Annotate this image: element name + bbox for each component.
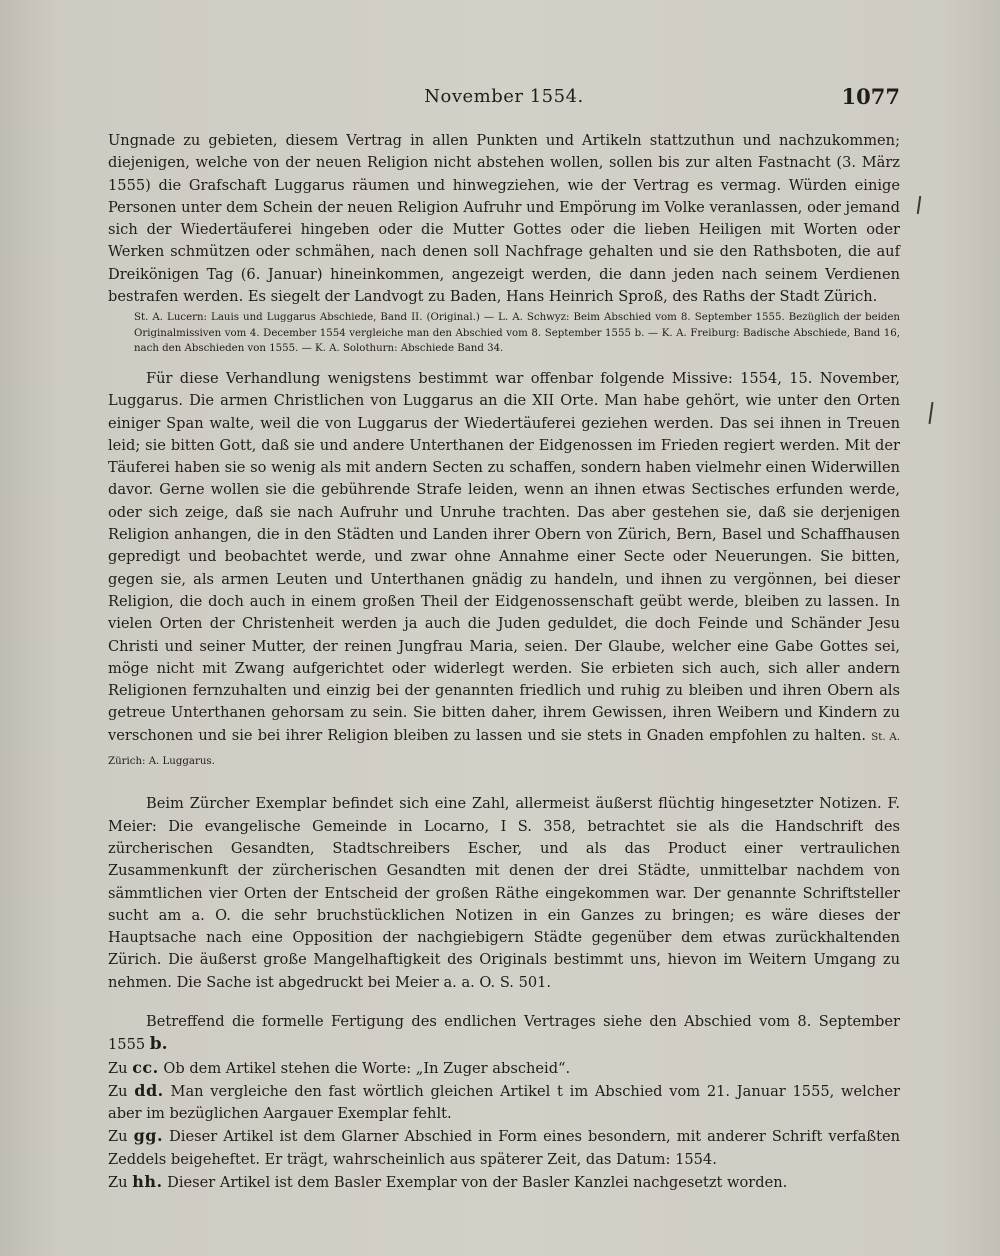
note-hh xyxy=(108,1171,900,1194)
running-head: November 1554. xyxy=(424,86,584,107)
note-key: cc. xyxy=(132,1057,159,1077)
note-prefix: Zu xyxy=(108,1082,128,1100)
page-body xyxy=(108,130,900,1194)
note-key: gg. xyxy=(133,1126,164,1146)
note-dd xyxy=(108,1080,900,1126)
note-text: Dieser Artikel ist dem Basler Exemplar von der Basler Kanzlei nachgesetzt worden. xyxy=(167,1174,788,1192)
note-gg xyxy=(108,1125,900,1171)
paragraph-missive-text: Für diese Verhandlung wenigstens bestimmt war offenbar folgende Missive: 1554, 15. November, Luggarus. Die armen Christlichen von Luggarus an die XII Orte. Man habe gehört, wie unter den Orten einiger Span walte, weil die von Luggarus der Wiedertäuferei geziehen werden. Das sei ihnen in Treuen leid; sie bitten Gott, daß sie und andere Unterthanen der Eidgenossen im Frieden regiert werden. Mit der Täuferei haben sie so wenig als mit andern Secten zu schaffen, sondern haben vielmehr einen Widerwillen davor. Gerne wollen sie die gebührende Strafe leiden, wenn an ihnen etwas Sectisches erfunden werde, oder sich zeige, daß sie nach Aufruhr und Unruhe trachten. Das aber gestehen sie, daß sie derjenigen Religion anhangen, die in den Städten und Landen ihrer Obern von Zürich, Bern, Basel und Schaffhausen gepredigt und beobachtet werde, und zwar ohne Annahme einer Secte oder Neuerungen. Sie bitten, gegen sie, als armen Leuten und Unterthanen gnädig zu handeln, und ihnen zu vergönnen, bei dieser Religion, die doch auch in einem großen Theil der Eidgenossenschaft geübt werde, bleiben zu lassen. In vielen Orten der Christenheit werden ja auch die Juden geduldet, die doch Feinde und Schänder Jesu Christi und seiner Mutter, der reinen Jungfrau Maria, seien. Der Glaube, welcher eine Gabe Gottes sei, möge nicht mit Zwang aufgerichtet oder widerlegt werden. Sie erbieten sich auch, sich aller andern Religionen fernzuhalten und einzig bei der genannten friedlich und ruhig zu bleiben und ihren Obern als getreue Unterthanen gehorsam zu sein. Sie bitten daher, ihrem Gewissen, ihren Weibern und Kindern zu verschonen und sie bei ihrer Religion bleiben zu lassen und sie stets in Gnaden empfohlen zu halten. xyxy=(108,369,900,744)
missive-source: St. A. Zürich: A. Luggarus. xyxy=(108,731,900,768)
note-prefix: Zu xyxy=(108,1128,128,1146)
note-text: Dieser Artikel ist dem Glarner Abschied in Form eines besondern, mit anderer Schrift verfaßten Zeddels beigeheftet. Er trägt, wahrscheinlich aus späterer Zeit, das Datum: 1554. xyxy=(108,1128,900,1168)
note-text: Man vergleiche den fast wörtlich gleichen Artikel t im Abschied vom 21. Januar 1555, welcher aber im bezüglichen Aargauer Exemplar fehlt. xyxy=(108,1082,901,1123)
note-prefix: Zu xyxy=(108,1059,128,1077)
note-cc xyxy=(108,1057,900,1080)
formal-execution-text: Betreffend die formelle Fertigung des endlichen Vertrages siehe den Abschied vom 8. September 1555 xyxy=(108,1013,900,1054)
paragraph-treaty-continuation: Ungnade zu gebieten, diesem Vertrag in allen Punkten und Artikeln stattzuthun und nachzukommen; diejenigen, welche von der neuen Religion nicht abstehen wollen, sollen bis zur alten Fastnacht (3. März 1555) die Grafschaft Luggarus räumen und hinwegziehen, wie der Vertrag es vermag. Würden einige Personen unter dem Schein der neuen Religion Aufruhr und Empörung im Volke veranlassen, oder jemand sich der Wiedertäuferei hingeben oder die Mutter Gottes oder die lieben Heiligen mit Worten oder Werken schmützen oder schmähen, nach denen soll Nachfrage gehalten und sie den Rathsboten, die auf Dreikönigen Tag (6. Januar) hineinkommen, angezeigt werden, die dann jeden nach seinem Verdienen bestrafen werden. Es siegelt der Landvogt zu Baden, Hans Heinrich Sproß, des Raths der Stadt Zürich. xyxy=(108,132,900,306)
paragraph-formal-execution xyxy=(108,1011,900,1057)
formal-execution-key: b. xyxy=(149,1034,168,1055)
page-header xyxy=(108,86,900,114)
paragraph-zurich-copy: Beim Zürcher Exemplar befindet sich eine Zahl, allermeist äußerst flüchtig hingesetzter Notizen. F. Meier: Die evangelische Gemeinde in Locarno, I S. 358, betrachtet sie als die Handschrift des zürcherischen Gesandten, Stadtschreibers Escher, und als das Product einer vertraulichen Zusammenkunft der zürcherischen Gesandten mit denen der drei Städte, unmittelbar nachdem von sämmtlichen vier Orten der Entscheid der großen Räthe eingekommen war. Der genannte Schriftsteller sucht am a. O. die sehr bruchstücklichen Notizen in ein Ganzes zu bringen; es wäre dieses der Hauptsache nach eine Opposition der nachgiebigern Städte gegenüber dem etwas zurückhaltenden Zürich. Die äußerst große Mangelhaftigkeit des Originals bestimmt uns, hievon im Weitern Umgang zu nehmen. Die Sache ist abgedruckt bei Meier a. a. O. S. 501. xyxy=(108,795,900,991)
margin-pencil-mark xyxy=(928,402,933,424)
margin-pencil-mark xyxy=(917,196,921,214)
paragraph-missive xyxy=(108,368,900,773)
note-prefix: Zu xyxy=(108,1174,128,1192)
note-key: dd. xyxy=(134,1080,164,1100)
note-key: hh. xyxy=(132,1172,163,1192)
source-references: St. A. Lucern: Lauis und Luggarus Abschiede, Band II. (Original.) — L. A. Schwyz: Beim Abschied vom 8. September 1555. Bezüglich der beiden Originalmissiven vom 4. December 1554 vergleiche man den Abschied vom 8. September 1555 b. — K. A. Freiburg: Badische Abschiede, Band 16, nach den Abschieden von 1555. — K. A. Solothurn: Abschiede Band 34. xyxy=(134,312,900,354)
page-number: 1077 xyxy=(841,84,900,109)
note-text: Ob dem Artikel stehen die Worte: „In Zuger abscheid“. xyxy=(163,1059,571,1077)
